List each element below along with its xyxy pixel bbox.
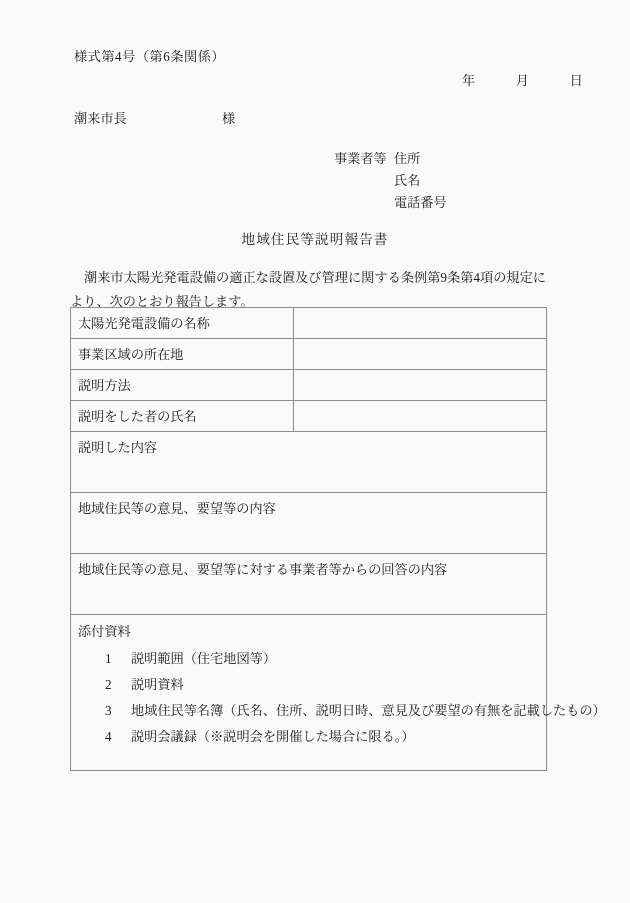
operator-block (334, 148, 447, 214)
attachment-text: 地域住民等名簿（氏名、住所、説明日時、意見及び要望の有無を記載したもの） (131, 703, 606, 718)
operator-name-row (334, 170, 447, 192)
attachment-list (71, 641, 606, 745)
label-facility-name: 太陽光発電設備の名称 (78, 316, 210, 331)
label-project-location: 事業区域の所在地 (78, 347, 184, 362)
operator-field-phone: 電話番号 (394, 195, 447, 210)
label-attachments: 添付資料 (78, 624, 131, 639)
table-cell-value-project-location[interactable] (294, 339, 547, 370)
addressee (74, 108, 235, 127)
attachment-number: 1 (105, 651, 112, 666)
table-cell-value-explanation-method[interactable] (294, 370, 547, 401)
operator-field-name: 氏名 (394, 173, 421, 188)
report-table (70, 307, 606, 771)
attachment-number: 2 (105, 677, 112, 692)
attachment-text: 説明範囲（住宅地図等） (131, 651, 277, 666)
attachment-number: 3 (105, 703, 112, 718)
table-cell-explained-content[interactable] (71, 432, 547, 493)
attachment-text: 説明会議録（※説明会を開催した場合に限る。） (131, 729, 415, 744)
operator-field-address: 住所 (394, 151, 421, 166)
list-item (71, 667, 546, 693)
operator-label: 事業者等 (334, 151, 387, 166)
attachment-text: 説明資料 (131, 677, 184, 692)
table-row (71, 370, 547, 401)
table-cell-value-explainer-name[interactable] (294, 401, 547, 432)
date-day-label: 日 (569, 73, 583, 88)
intro-paragraph: 潮来市太陽光発電設備の適正な設置及び管理に関する条例第9条第4項の規定により、次のとおり報告します。 (70, 270, 546, 309)
attachment-number: 4 (105, 729, 112, 744)
table-cell-attachments (71, 615, 606, 771)
label-resident-opinions: 地域住民等の意見、要望等の内容 (78, 501, 276, 516)
addressee-name: 潮来市長 (74, 111, 127, 126)
form-number: 様式第4号（第6条関係） (74, 49, 226, 64)
list-item (71, 641, 546, 667)
table-row (71, 554, 547, 615)
operator-phone-row (334, 192, 447, 214)
label-explanation-method: 説明方法 (78, 378, 131, 393)
table-cell-label (71, 401, 294, 432)
list-item (71, 719, 546, 745)
table-cell-label (71, 370, 294, 401)
table-row (71, 432, 547, 493)
table-cell-label (71, 339, 294, 370)
label-explainer-name: 説明をした者の氏名 (78, 409, 197, 424)
table-row (71, 615, 547, 771)
table-cell-label (71, 308, 294, 339)
table-row (71, 308, 547, 339)
table-cell-resident-opinions[interactable] (71, 493, 547, 554)
table-row (71, 401, 547, 432)
date-month-label: 月 (515, 73, 529, 88)
page-title: 地域住民等説明報告書 (241, 232, 389, 247)
table-row (71, 339, 547, 370)
table-cell-operator-responses[interactable] (71, 554, 547, 615)
label-explained-content: 説明した内容 (78, 440, 158, 455)
table-row (71, 493, 547, 554)
list-item (71, 693, 606, 719)
table-cell-value-facility-name[interactable] (294, 308, 547, 339)
label-operator-responses: 地域住民等の意見、要望等に対する事業者等からの回答の内容 (78, 562, 448, 577)
date-line (462, 70, 583, 89)
operator-address-row (334, 148, 447, 170)
date-year-label: 年 (462, 73, 476, 88)
addressee-honorific: 様 (222, 111, 236, 126)
